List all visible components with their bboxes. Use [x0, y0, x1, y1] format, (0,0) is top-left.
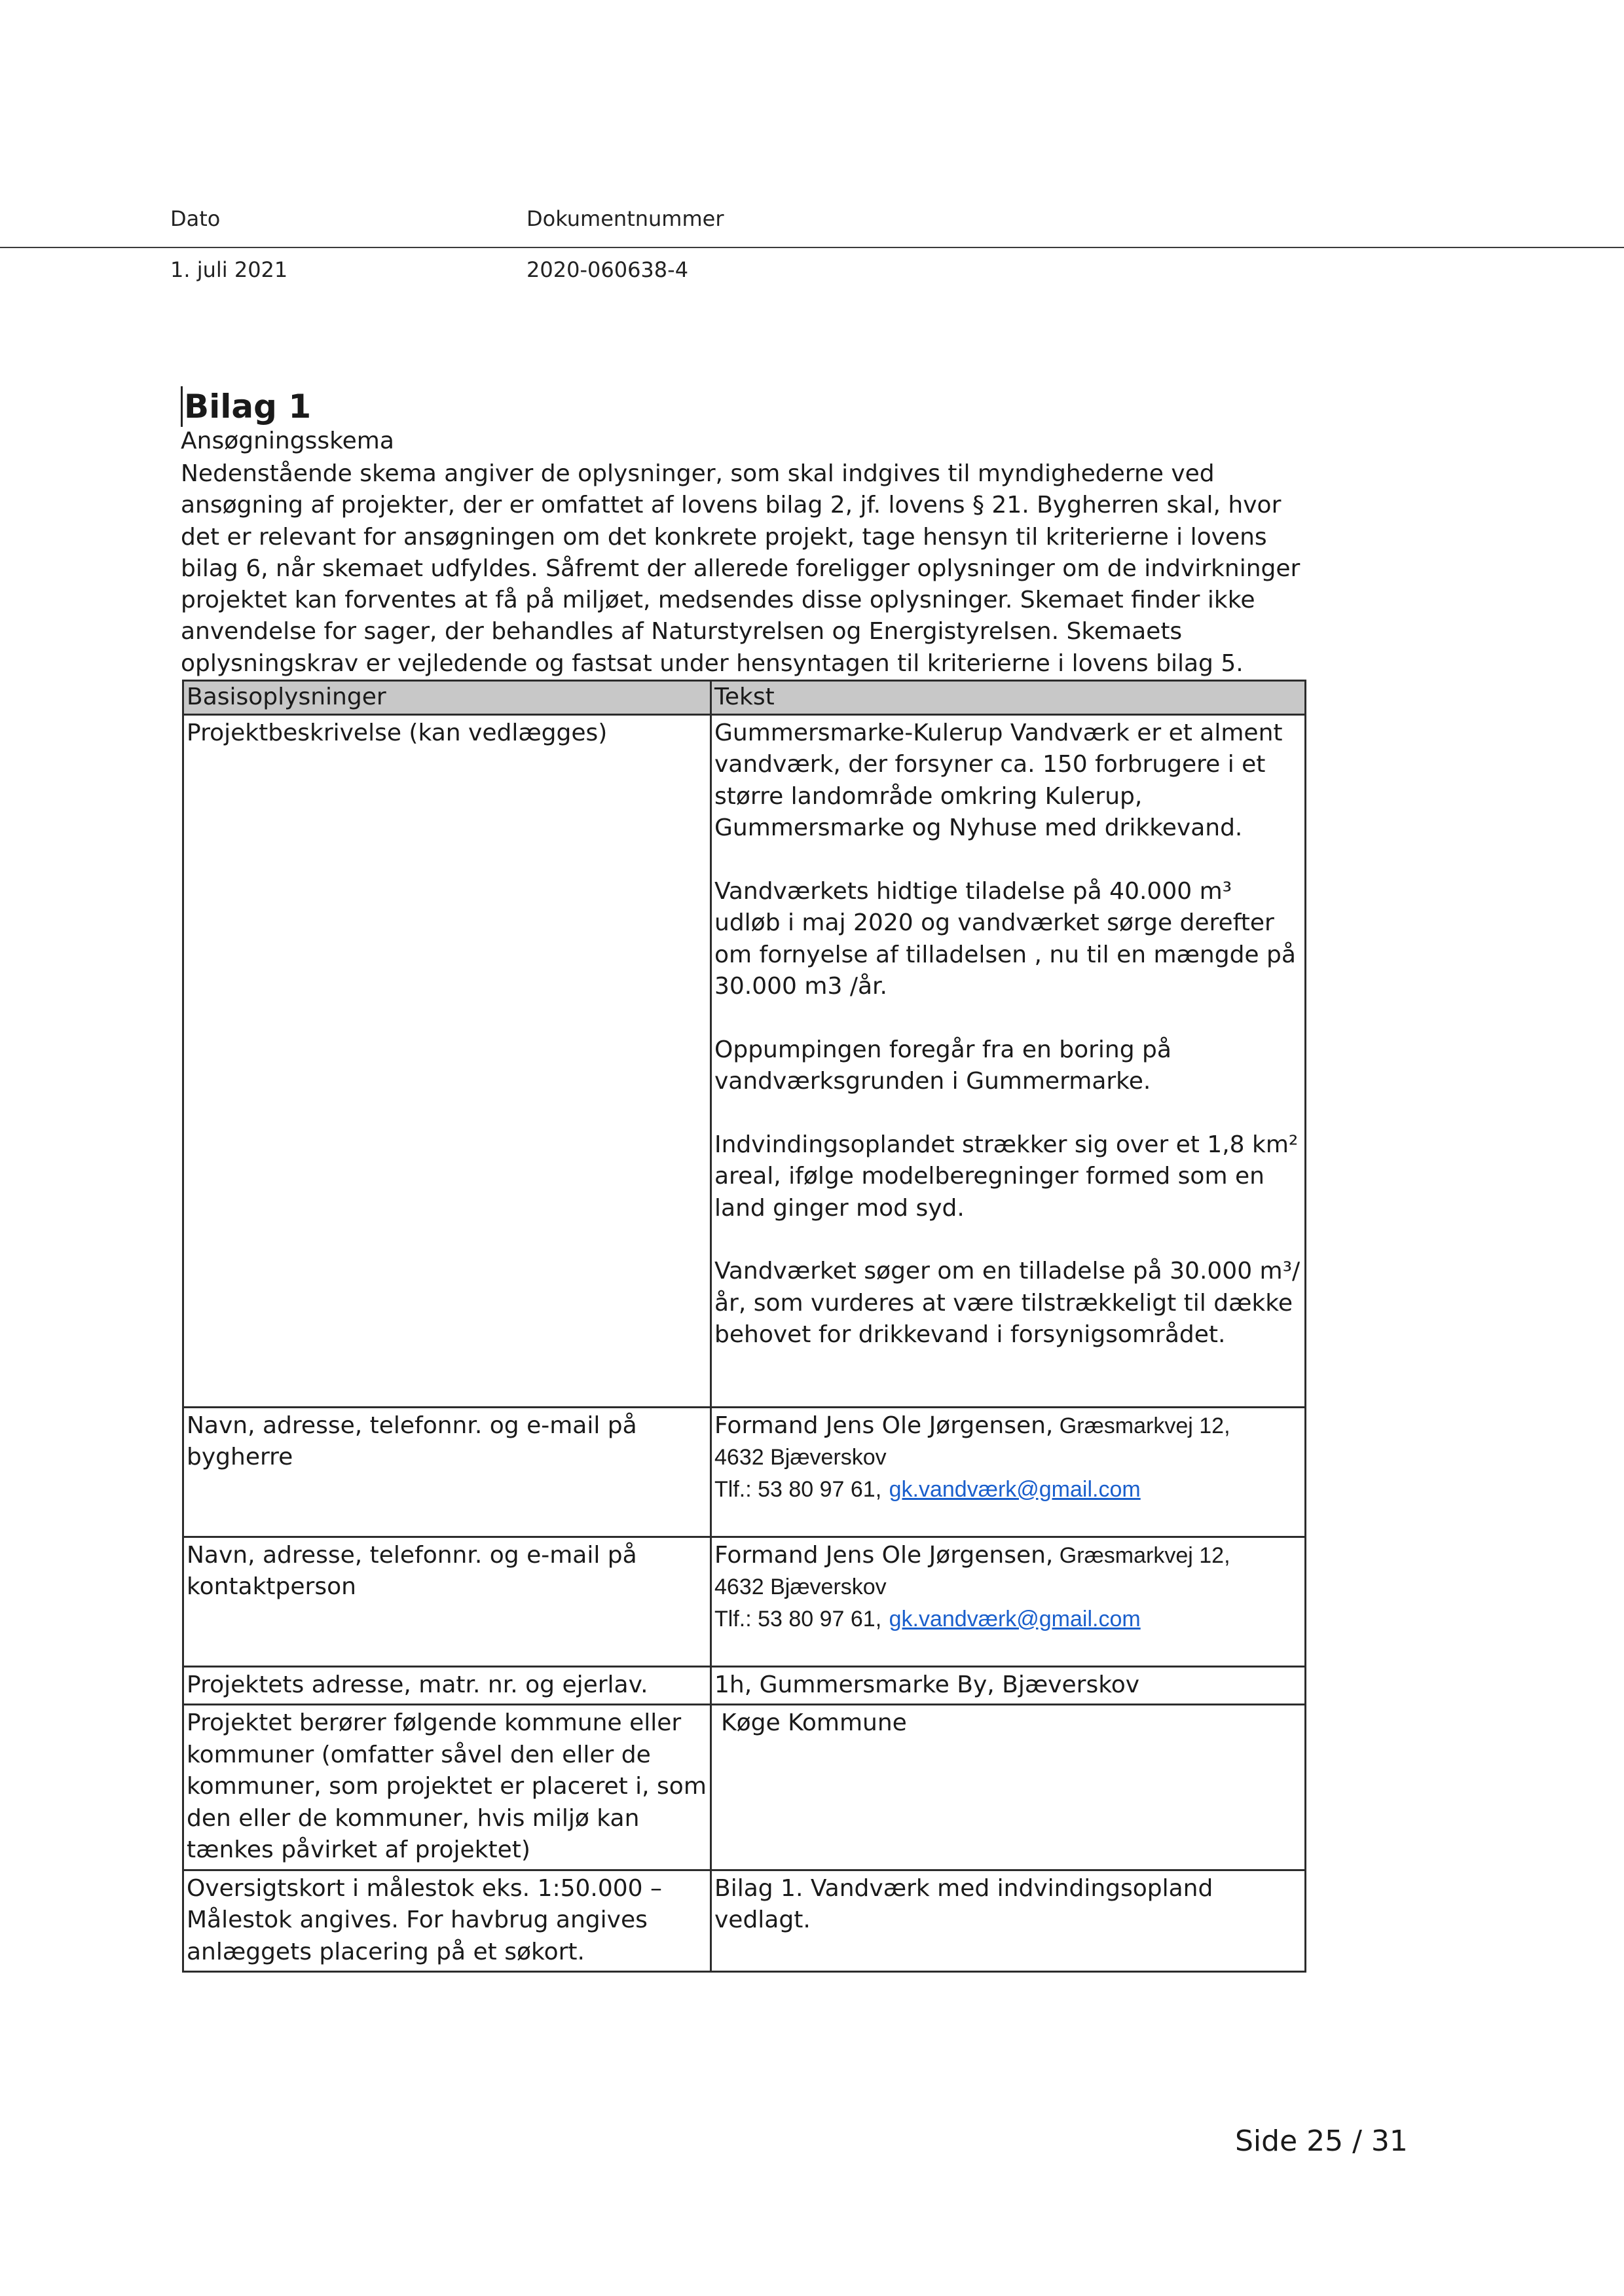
date-label: Dato [170, 206, 221, 231]
table-row-oversigtskort [183, 1870, 1306, 1972]
row-label: Navn, adresse, telefonnr. og e-mail på kontaktperson [183, 1537, 711, 1666]
contact-city: 4632 Bjæverskov [714, 1575, 887, 1599]
row-label: Oversigtskort i målestok eks. 1:50.000 – Målestok angives. For havbrug angives anlæggets placering på et søkort. [183, 1870, 711, 1972]
section-subtitle: Ansøgningsskema [181, 428, 394, 454]
document-number-value: 2020-060638-4 [526, 257, 689, 282]
email-link[interactable]: gk.vandværk@gmail.com [889, 1606, 1141, 1631]
table-row-kontaktperson [183, 1537, 1306, 1666]
contact-street: Græsmarkvej 12, [1053, 1413, 1230, 1438]
column-header-tekst: Tekst [711, 681, 1306, 715]
intro-line: det er relevant for ansøgningen om det konkrete projekt, tage hensyn til kriterierne i lovens [181, 523, 1267, 551]
date-value: 1. juli 2021 [170, 257, 288, 282]
section-title: Bilag 1 [181, 386, 311, 427]
contact-cell [711, 1537, 1306, 1666]
description-paragraph: Oppumpingen foregår fra en boring på vandværksgrunden i Gummermarke. [714, 1036, 1172, 1095]
table-header-row [183, 681, 1306, 715]
contact-name: Formand Jens Ole Jørgensen, [714, 1412, 1054, 1439]
intro-line: anvendelse for sager, der behandles af Naturstyrelsen og Energistyrelsen. Skemaets [181, 618, 1183, 646]
intro-line: bilag 6, når skemaet udfyldes. Såfremt der allerede foreligger oplysninger om de indvirkninger [181, 555, 1301, 582]
row-label: Navn, adresse, telefonnr. og e-mail på bygherre [183, 1407, 711, 1537]
intro-line: Nedenstående skema angiver de oplysninger, som skal indgives til myndighederne ved [181, 460, 1215, 487]
row-label: Projektets adresse, matr. nr. og ejerlav. [183, 1666, 711, 1705]
contact-phone: Tlf.: 53 80 97 61, [714, 1476, 882, 1502]
contact-city: 4632 Bjæverskov [714, 1445, 887, 1470]
project-description-cell [711, 714, 1306, 1407]
description-paragraph: Vandværkets hidtige tiladelse på 40.000 m³ udløb i maj 2020 og vandværket sørge derefter om fornyelse af tilladelsen , nu til en mængde på 30.000 m3 /år. [714, 877, 1296, 1000]
email-link[interactable]: gk.vandværk@gmail.com [889, 1476, 1141, 1502]
intro-line: ansøgning af projekter, der er omfattet af lovens bilag 2, jf. lovens § 21. Bygherren skal, hvor [181, 492, 1282, 519]
header-divider [0, 247, 1624, 248]
address-value: 1h, Gummersmarke By, Bjæverskov [711, 1666, 1306, 1705]
municipality-value: Køge Kommune [711, 1705, 1306, 1870]
table-row-projektbeskrivelse [183, 714, 1306, 1407]
document-number-label: Dokumentnummer [526, 206, 724, 231]
page-number: Side 25 / 31 [1235, 2124, 1408, 2158]
description-paragraph: Indvindingsoplandet strækker sig over et 1,8 km² areal, ifølge modelberegninger formed som en land ginger mod syd. [714, 1131, 1299, 1222]
contact-name: Formand Jens Ole Jørgensen, [714, 1541, 1054, 1569]
contact-street: Græsmarkvej 12, [1053, 1542, 1230, 1568]
description-paragraph: Vandværket søger om en tilladelse på 30.000 m³/år, som vurderes at være tilstrækkeligt til dække behovet for drikkevand i forsynigsområdet. [714, 1258, 1301, 1348]
table-row-bygherre [183, 1407, 1306, 1537]
application-schema-table [182, 680, 1306, 1973]
table-row-kommuner [183, 1705, 1306, 1870]
column-header-basis: Basisoplysninger [183, 681, 711, 715]
contact-phone: Tlf.: 53 80 97 61, [714, 1606, 882, 1631]
row-label: Projektet berører følgende kommune eller kommuner (omfatter såvel den eller de kommuner, som projektet er placeret i, som den eller de kommuner, hvis miljø kan tænkes påvirket af projektet) [183, 1705, 711, 1870]
contact-cell [711, 1407, 1306, 1537]
map-value: Bilag 1. Vandværk med indvindingsopland vedlagt. [711, 1870, 1306, 1972]
description-paragraph: Gummersmarke-Kulerup Vandværk er et alment vandværk, der forsyner ca. 150 forbrugere i et større landområde omkring Kulerup, Gummersmarke og Nyhuse med drikkevand. [714, 719, 1283, 841]
table-row-adresse [183, 1666, 1306, 1705]
row-label: Projektbeskrivelse (kan vedlægges) [183, 714, 711, 1407]
intro-line: oplysningskrav er vejledende og fastsat under hensyntagen til kriterierne i lovens bilag 5. [181, 649, 1244, 677]
intro-paragraph [181, 458, 1317, 680]
intro-line: projektet kan forventes at få på miljøet, medsendes disse oplysninger. Skemaet finder ikke [181, 587, 1255, 614]
